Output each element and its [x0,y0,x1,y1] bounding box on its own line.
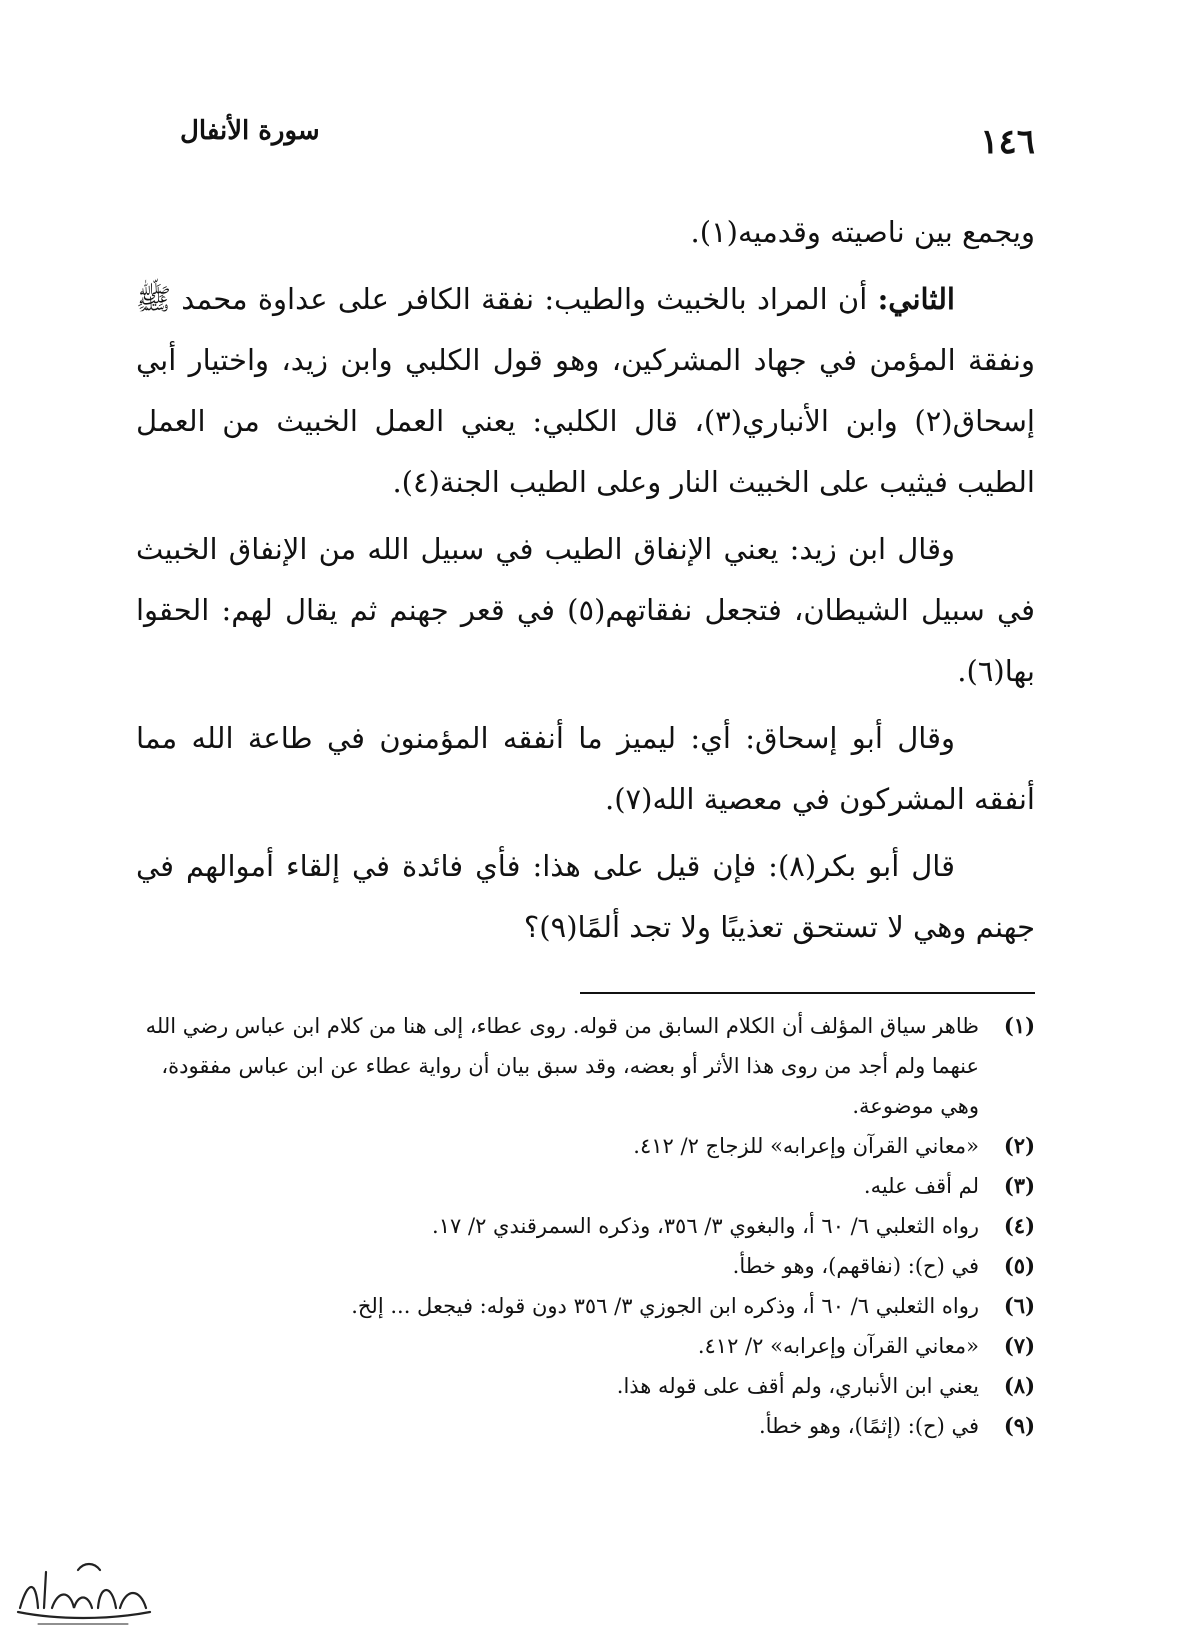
page-number: ١٤٦ [980,122,1035,162]
footnote-text: رواه الثعلبي ٦/ ٦٠ أ، والبغوي ٣/ ٣٥٦، وذكره السمرقندي ٢/ ١٧. [432,1214,979,1238]
footnote [136,1246,1035,1286]
paragraph-5: قال أبو بكر(٨): فإن قيل على هذا: فأي فائدة في إلقاء أموالهم في جهنم وهي لا تستحق تعذيبًا ولا تجد ألمًا(٩)؟ [136,849,1035,944]
footnote [136,1326,1035,1366]
footnotes [136,1006,1035,1446]
footnote-text: «معاني القرآن وإعرابه» ٢/ ٤١٢. [697,1334,979,1358]
footnote-text: «معاني القرآن وإعرابه» للزجاج ٢/ ٤١٢. [633,1134,979,1158]
watermark-logo [8,1550,158,1635]
page-header [180,112,1035,172]
footnote [136,1286,1035,1326]
footnote [136,1406,1035,1446]
paragraph-2-lead: الثاني: [877,282,955,316]
footnote-text: في (ح): (إثمًا)، وهو خطأ. [759,1414,979,1438]
footnote-number: (٤) [1003,1213,1035,1238]
footnote-number: (٢) [1003,1133,1035,1158]
footnote-number: (٣) [1003,1173,1035,1198]
footnote-text: في (ح): (نفاقهم)، وهو خطأ. [732,1254,979,1278]
main-text [136,202,1035,964]
footnote [136,1206,1035,1246]
footnote-text: رواه الثعلبي ٦/ ٦٠ أ، وذكره ابن الجوزي ٣/ ٣٥٦ دون قوله: فيجعل ... إلخ. [351,1294,979,1318]
footnote-number: (٥) [1003,1253,1035,1278]
footnote-number: (٨) [1003,1373,1035,1398]
paragraph-3: وقال ابن زيد: يعني الإنفاق الطيب في سبيل الله من الإنفاق الخبيث في سبيل الشيطان، فتجعل نفقاتهم(٥) في قعر جهنم ثم يقال لهم: الحقوا بها(٦). [136,532,1035,688]
paragraph-1: ويجمع بين ناصيته وقدميه(١). [690,215,1035,249]
footnote [136,1366,1035,1406]
footnote [136,1006,1035,1126]
footnote [136,1126,1035,1166]
running-title: سورة الأنفال [180,116,320,146]
footnote-number: (٦) [1003,1293,1035,1318]
footnote [136,1166,1035,1206]
footnote-number: (٧) [1003,1333,1035,1358]
footnote-text: لم أقف عليه. [863,1174,979,1198]
footnote-text: ظاهر سياق المؤلف أن الكلام السابق من قوله. روى عطاء، إلى هنا من كلام ابن عباس رضي الله عنهما ولم أجد من روى هذا الأثر أو بعضه، وقد سبق بيان أن رواية عطاء عن ابن عباس مفقودة، وهي موضوعة. [145,1014,979,1118]
footnote-text: يعني ابن الأنباري، ولم أقف على قوله هذا. [616,1374,979,1398]
footnote-number: (١) [1003,1013,1035,1038]
footnote-number: (٩) [1003,1413,1035,1438]
footnote-divider [580,992,1035,994]
paragraph-2-text: أن المراد بالخبيث والطيب: نفقة الكافر على عداوة محمد ﷺ ونفقة المؤمن في جهاد المشركين، وهو قول الكلبي وابن زيد، واختيار أبي إسحاق(٢) وابن الأنباري(٣)، قال الكلبي: يعني العمل الخبيث من العمل الطيب فيثيب على الخبيث النار وعلى الطيب الجنة(٤). [136,282,1035,499]
paragraph-4: وقال أبو إسحاق: أي: ليميز ما أنفقه المؤمنون في طاعة الله مما أنفقه المشركون في معصية الله(٧). [136,721,1035,816]
paragraph-2 [136,269,1035,513]
